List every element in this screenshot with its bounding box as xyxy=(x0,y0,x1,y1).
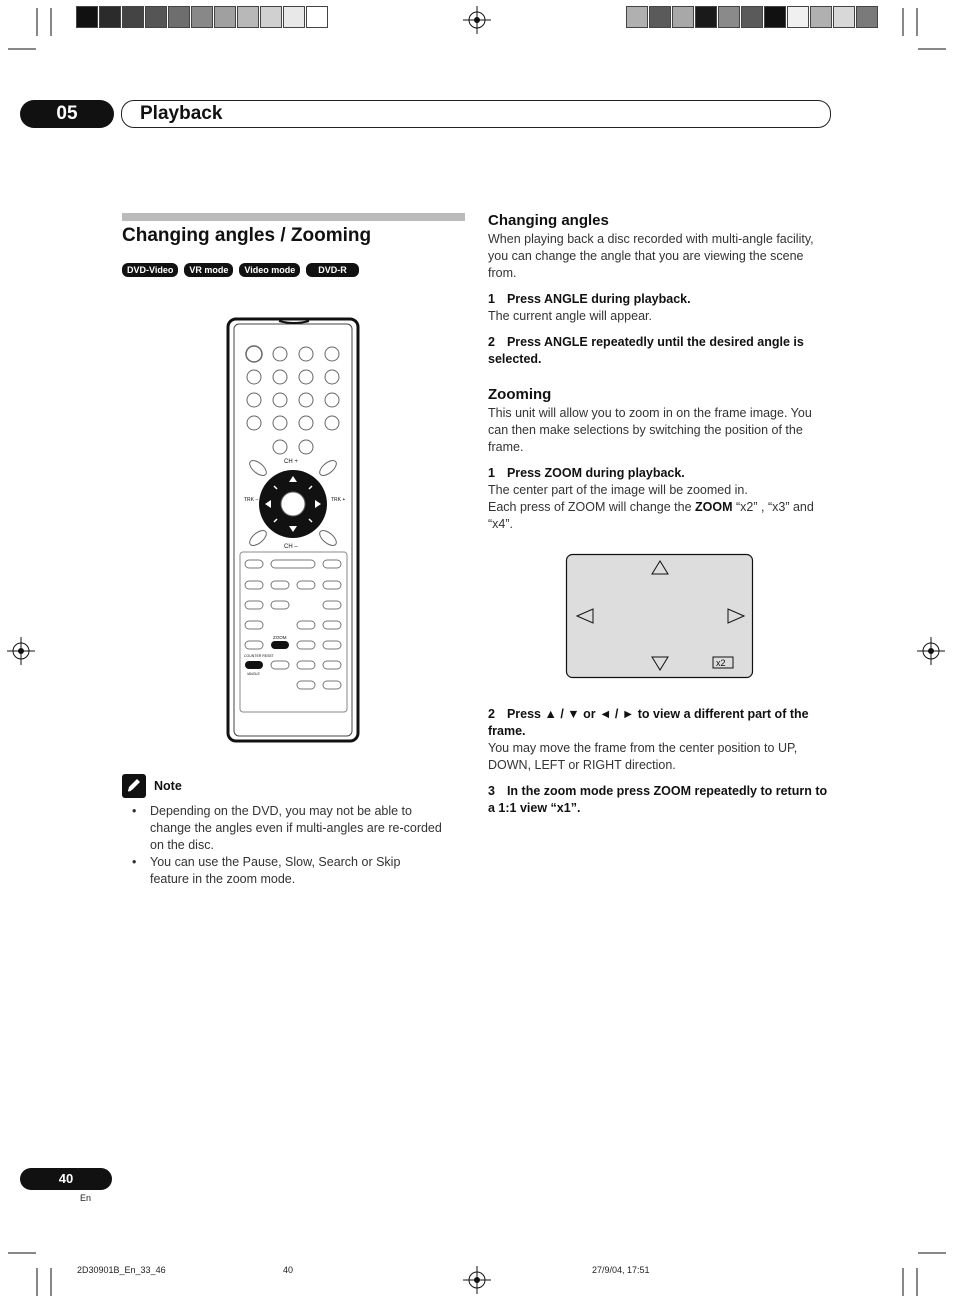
chapter-title: Playback xyxy=(140,103,223,124)
note-item: • Depending on the DVD, you may not be able to change the angles even if multi-angles are re-corded on the disc. xyxy=(122,803,442,854)
calibration-swatch xyxy=(76,6,98,28)
remote-label-counter: COUNTER RESET xyxy=(244,654,274,658)
remote-label-trk-left: TRK – xyxy=(244,497,259,503)
angle-step-1-desc: The current angle will appear. xyxy=(488,309,652,323)
section-rule xyxy=(122,213,465,221)
calibration-swatch xyxy=(214,6,236,28)
zoom-level-label: x2 xyxy=(716,658,726,668)
remote-label-ch-plus: CH + xyxy=(284,459,298,465)
doc-date: 27/9/04, 17:51 xyxy=(592,1265,650,1275)
zoom-screen-illustration xyxy=(565,553,755,680)
calibration-swatch xyxy=(122,6,144,28)
calibration-swatch xyxy=(283,6,305,28)
section-title: Changing angles / Zooming xyxy=(122,225,372,246)
section-title-wrap xyxy=(122,225,371,247)
disc-badges xyxy=(122,263,365,277)
calibration-strip-right xyxy=(626,6,879,28)
calibration-swatch xyxy=(741,6,763,28)
calibration-swatch xyxy=(626,6,648,28)
remote-control-illustration xyxy=(224,316,364,746)
calibration-swatch xyxy=(145,6,167,28)
note-item: • You can use the Pause, Slow, Search or Skip feature in the zoom mode. xyxy=(122,854,442,888)
calibration-swatch xyxy=(191,6,213,28)
badge-dvd-video: DVD-Video xyxy=(122,263,178,277)
angle-step-2: 2 Press ANGLE repeatedly until the desired angle is selected. xyxy=(488,335,804,366)
remote-angle-button xyxy=(245,661,263,669)
chapter-title-box xyxy=(121,100,831,128)
doc-page: 40 xyxy=(283,1265,294,1275)
calibration-swatch xyxy=(99,6,121,28)
calibration-swatch xyxy=(764,6,786,28)
zooming-steps-cont xyxy=(488,706,833,817)
changing-angles-intro: When playing back a disc recorded with multi-angle facility, you can change the angle that you are viewing the scene from. xyxy=(488,232,814,280)
calibration-swatch xyxy=(787,6,809,28)
zoom-step-3: 3 In the zoom mode press ZOOM repeatedly to return to a 1:1 view “x1”. xyxy=(488,784,828,815)
calibration-swatch xyxy=(237,6,259,28)
calibration-swatch xyxy=(856,6,878,28)
note-icon xyxy=(122,774,146,798)
zooming-section xyxy=(488,386,833,533)
remote-label-trk-right: TRK + xyxy=(331,497,346,503)
zoom-step-2: 2 Press ▲ / ▼ or ◄ / ► to view a different part of the frame. xyxy=(488,707,809,738)
page-lang: En xyxy=(80,1193,92,1203)
angle-step-1: 1 Press ANGLE during playback. xyxy=(488,292,691,306)
zooming-intro: This unit will allow you to zoom in on the frame image. You can then make selections by switching the position of the frame. xyxy=(488,406,812,454)
remote-label-ch-minus: CH – xyxy=(284,544,298,550)
doc-code: 2D30901B_En_33_46 xyxy=(77,1265,166,1275)
badge-vr-mode: VR mode xyxy=(184,263,233,277)
badge-dvd-r: DVD-R xyxy=(306,263,359,277)
calibration-swatch xyxy=(649,6,671,28)
calibration-swatch xyxy=(672,6,694,28)
calibration-swatch xyxy=(810,6,832,28)
badge-video-mode: Video mode xyxy=(239,263,300,277)
calibration-swatch xyxy=(718,6,740,28)
chapter-number: 05 xyxy=(20,100,114,128)
zooming-heading: Zooming xyxy=(488,386,552,403)
calibration-strip-left xyxy=(76,6,329,28)
calibration-swatch xyxy=(306,6,328,28)
calibration-swatch xyxy=(168,6,190,28)
zoom-step-1: 1 Press ZOOM during playback. xyxy=(488,466,685,480)
remote-label-angle: /ANGLE xyxy=(247,672,260,676)
remote-zoom-button xyxy=(271,641,289,649)
registration-target-icon xyxy=(7,6,945,1294)
zoom-step-2-desc: You may move the frame from the center position to UP, DOWN, LEFT or RIGHT direction. xyxy=(488,741,798,772)
calibration-swatch xyxy=(260,6,282,28)
zoom-step-1-desc-2: Each press of ZOOM will change the ZOOM “x2” , “x3” and “x4”. xyxy=(488,500,814,531)
note-list xyxy=(122,803,442,888)
note-title: Note xyxy=(154,779,182,793)
page-number: 40 xyxy=(20,1168,112,1190)
calibration-swatch xyxy=(695,6,717,28)
zoom-step-1-desc: The center part of the image will be zoomed in. xyxy=(488,483,748,497)
calibration-swatch xyxy=(833,6,855,28)
changing-angles-heading: Changing angles xyxy=(488,212,609,229)
changing-angles-section xyxy=(488,212,833,368)
remote-label-zoom: ZOOM xyxy=(273,635,287,640)
